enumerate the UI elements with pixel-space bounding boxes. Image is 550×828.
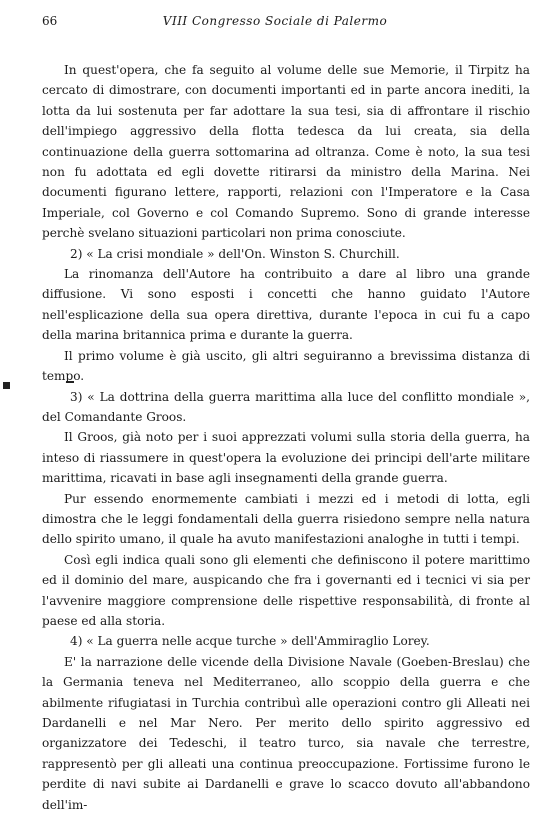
paragraph-first-volume: Il primo volume è già uscito, gli altri seguiranno a brevissima distanza di tempo. — [42, 348, 530, 384]
item-heading-churchill: 2) « La crisi mondiale » dell'On. Winston S. Churchill. — [70, 246, 400, 261]
page-number: 66 — [42, 14, 58, 28]
paragraph-maritime-power: Così egli indica quali sono gli elementi che definiscono il potere marittimo ed il dominio del mare, auspicando che fra i governanti ed i tecnici vi sia per l'avvenire maggiore comprensione delle rispettive responsabilità, di fronte al paese ed alla storia. — [42, 552, 530, 628]
paragraph-lorey: E' la narrazione delle vicende della Divisione Navale (Goeben-Breslau) che la Germania teneva nel Mediterraneo, allo scoppio della guerra e che abilmente rifugiatasi in Turchia contribuì alle operazioni contro gli Alleati nei Dardanelli e nel Mar Nero. Per merito dello spirito aggressivo ed organizzatore dei Tedeschi, il teatro turco, sia navale che terrestre, rappresentò per gli alleati una continua preoccupazione. Fortissime furono le perdite di navi subite ai Dardanelli e grave lo scacco dovuto all'abbandono dell'im- — [42, 654, 530, 812]
paragraph-churchill: La rinomanza dell'Autore ha contribuito a dare al libro una grande diffusione. Vi sono esposti i concetti che hanno guidato l'Autore nell'esplicazione della sua opera direttiva, durante l'epoca in cui fu a capo della marina britannica prima e durante la guerra. — [42, 267, 530, 343]
running-title: VIII Congresso Sociale di Palermo — [162, 14, 388, 28]
paragraph-groos: Il Groos, già noto per i suoi apprezzati volumi sulla storia della guerra, ha inteso di riassumere in quest'opera la evoluzione dei principi dell'arte militare marittima, ricavati in base agli insegnamenti della grande guerra. — [42, 430, 530, 486]
paragraph-laws: Pur essendo enormemente cambiati i mezzi ed i metodi di lotta, egli dimostra che le leggi fondamentali della guerra risiedono sempre nella natura dello spirito umano, il quale ha avuto manifestazioni analoghe in tutti i tempi. — [42, 491, 530, 547]
paragraph-tirpitz: In quest'opera, che fa seguito al volume delle sue Memorie, il Tirpitz ha cercato di dimostrare, con documenti importanti ed in parte ancora inediti, la lotta da lui sostenuta per far adottare la sua tesi, sia di affrontare il rischio dell'impiego aggressivo della flotta tedesca da lui creata, sia della continuazione della guerra sottomarina ad oltranza. Come è noto, la sua tesi non fu adottata ed egli dovette ritirarsi da ministro della Marina. Nei documenti figurano lettere, rapporti, relazioni con l'Imperatore e la Casa Imperiale, col Governo e col Comando Supremo. Sono di grande interesse perchè svelano situazioni particolari non prima conosciute. — [42, 63, 530, 241]
item-heading-lorey: 4) « La guerra nelle acque turche » dell'Ammiraglio Lorey. — [70, 634, 430, 649]
body-text — [42, 60, 530, 815]
item-heading-groos: 3) « La dottrina della guerra marittima alla luce del conflitto mondiale », del Comandante Groos. — [42, 389, 530, 424]
margin-mark — [3, 382, 10, 389]
